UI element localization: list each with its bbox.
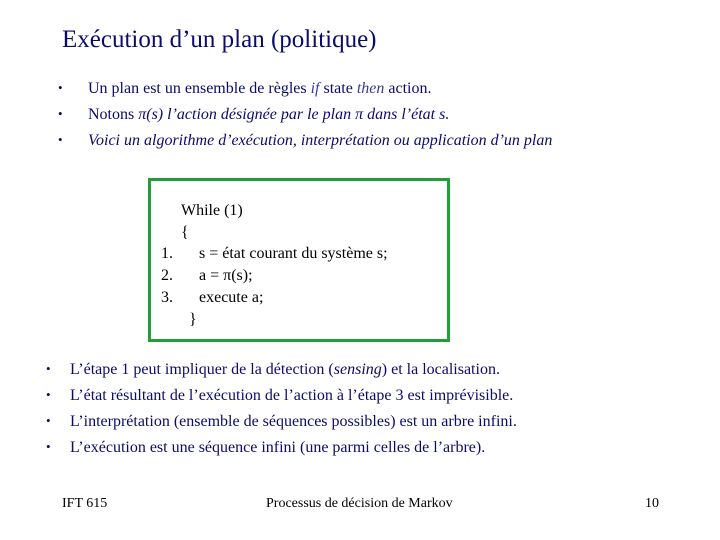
footer-topic: Processus de décision de Markov <box>266 496 453 511</box>
text-suffix: ) et la localisation. <box>381 361 500 378</box>
bullet-text: Voici un algorithme d’exécution, interprétation ou application d’un plan <box>88 132 553 149</box>
text-prefix: Notons <box>88 106 139 123</box>
algorithm-open-brace: { <box>181 224 189 241</box>
bullet-text <box>88 106 449 124</box>
text-sensing: sensing <box>333 361 382 378</box>
bullet-marker: • <box>46 387 51 402</box>
footer-course: IFT 615 <box>62 496 108 511</box>
bullet-text <box>88 80 431 98</box>
bullet-text: L’interprétation (ensemble de séquences possibles) est un arbre infini. <box>70 413 517 430</box>
bullet-marker: • <box>58 132 63 147</box>
bullet-marker: • <box>46 439 51 454</box>
slide-title: Exécution d’un plan (politique) <box>62 26 377 53</box>
bullet-marker: • <box>58 106 63 121</box>
bullet-marker: • <box>46 361 51 376</box>
algorithm-step-code: execute a; <box>199 289 264 306</box>
text-prefix: Un plan est un ensemble de règles <box>88 80 311 97</box>
algorithm-box <box>148 178 450 342</box>
algorithm-close-brace: } <box>189 311 197 328</box>
bullet-text: L’exécution est une séquence infini (une parmi celles de l’arbre). <box>70 439 486 456</box>
keyword-if: if <box>310 80 320 97</box>
footer-page-number: 10 <box>645 496 659 511</box>
text-suffix: action. <box>384 80 432 97</box>
algorithm-step-code: a = π(s); <box>199 267 253 284</box>
bullet-text <box>70 361 500 379</box>
text-prefix: L’étape 1 peut impliquer de la détection ( <box>70 361 334 378</box>
keyword-then: then <box>356 80 385 97</box>
text-state: state <box>319 80 357 97</box>
text-pi-definition: π(s) l’action désignée par le plan π dans l’état s. <box>138 106 450 123</box>
algorithm-while: While (1) <box>181 202 243 219</box>
algorithm-step-number: 2. <box>161 267 173 284</box>
bullet-marker: • <box>46 413 51 428</box>
algorithm-step-code: s = état courant du système s; <box>199 245 388 262</box>
bullet-text: L’état résultant de l’exécution de l’action à l’étape 3 est imprévisible. <box>70 387 514 404</box>
algorithm-step-number: 1. <box>161 245 173 262</box>
algorithm-step-number: 3. <box>161 289 173 306</box>
bullet-marker: • <box>58 80 63 95</box>
